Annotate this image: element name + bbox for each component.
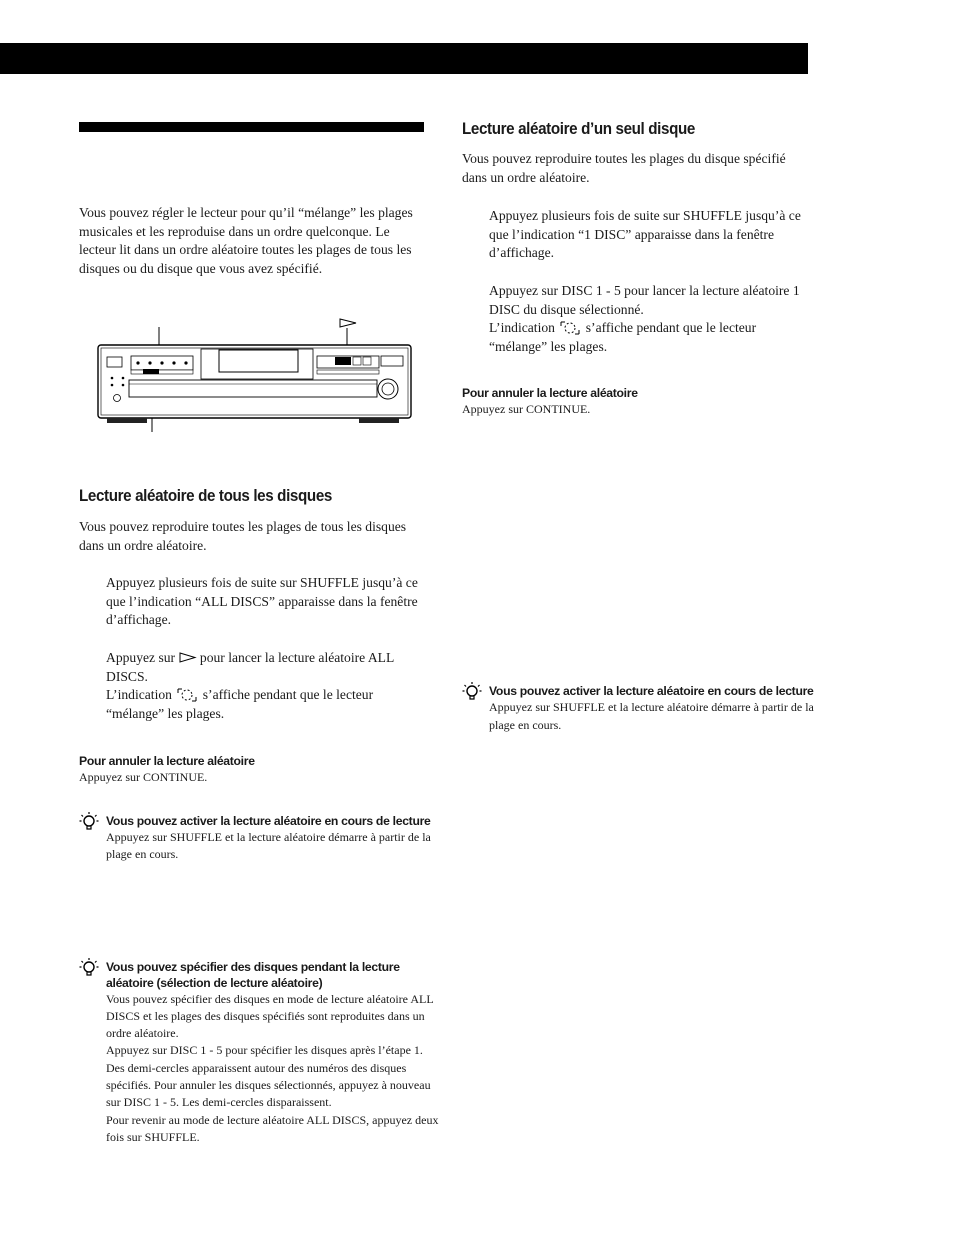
cancel-text-right: Appuyez sur CONTINUE. bbox=[462, 402, 591, 416]
tip-2-line-2: Appuyez sur DISC 1 - 5 pour spécifier les disques après l’étape 1. bbox=[106, 1043, 423, 1058]
shuffle-indicator-icon bbox=[558, 320, 582, 336]
tip-2-line-4: Pour revenir au mode de lecture aléatoire ALL DISCS, appuyez deux fois sur SHUFFLE. bbox=[106, 1112, 439, 1144]
step-2-all bbox=[106, 649, 424, 723]
step-2-text-c: L’indication bbox=[106, 687, 172, 703]
tip-1-heading: Vous pouvez activer la lecture aléatoire en cours de lecture bbox=[106, 814, 431, 828]
play-icon bbox=[179, 652, 197, 663]
all-discs-intro: Vous pouvez reproduire toutes les plages de tous les disques dans un ordre aléatoire. bbox=[79, 519, 407, 553]
shuffle-indicator-icon bbox=[175, 687, 199, 703]
step-1-one: Appuyez plusieurs fois de suite sur SHUFFLE jusqu’à ce que l’indication “1 DISC” apparaisse dans la fenêtre d’affichage. bbox=[489, 208, 801, 261]
intro-paragraph: Vous pouvez régler le lecteur pour qu’il “mélange” les plages musicales et les reproduise dans un ordre quelconque. Le lecteur lit dans un ordre aléatoire toutes les plages de tous les disques ou du disque que vous avez spécifié. bbox=[79, 205, 413, 276]
lightbulb-tip-icon bbox=[462, 681, 482, 701]
step-2-one-text-a: Appuyez sur DISC 1 - 5 pour lancer la lecture aléatoire 1 DISC du disque sélectionné. bbox=[489, 283, 800, 317]
step-1-all: Appuyez plusieurs fois de suite sur SHUFFLE jusqu’à ce que l’indication “ALL DISCS” apparaisse dans la fenêtre d’affichage. bbox=[106, 575, 418, 628]
cd-player-illustration bbox=[95, 312, 415, 434]
tip-2-left bbox=[79, 959, 446, 1147]
section-rule bbox=[79, 122, 424, 132]
step-2-one-text-d: s’affiche pendant que le lecteur “mélange” les plages. bbox=[489, 320, 757, 354]
tip-1-right-text: Appuyez sur SHUFFLE et la lecture aléatoire démarre à partir de la plage en cours. bbox=[489, 700, 814, 732]
tip-2-line-1: Vous pouvez spécifier des disques en mode de lecture aléatoire ALL DISCS et les plages des disques spécifiés sont reproduites dans un ordre aléatoire. bbox=[106, 991, 434, 1041]
cancel-heading-right: Pour annuler la lecture aléatoire bbox=[462, 386, 638, 400]
step-2-text-b: pour lancer la lecture aléatoire ALL DISCS. bbox=[106, 650, 394, 684]
step-2-one-text-c: L’indication bbox=[489, 320, 555, 336]
one-disc-intro: Vous pouvez reproduire toutes les plages du disque spécifié dans un ordre aléatoire. bbox=[462, 151, 786, 185]
header-bar bbox=[0, 43, 808, 74]
heading-all-discs: Lecture aléatoire de tous les disques bbox=[79, 487, 332, 505]
step-2-one bbox=[489, 282, 807, 356]
step-2-text-d: s’affiche pendant que le lecteur “mélange” les plages. bbox=[106, 687, 374, 721]
tip-1-text: Appuyez sur SHUFFLE et la lecture aléatoire démarre à partir de la plage en cours. bbox=[106, 830, 431, 862]
heading-one-disc: Lecture aléatoire d’un seul disque bbox=[462, 120, 695, 138]
tip-2-heading: Vous pouvez spécifier des disques pendant la lecture aléatoire (sélection de lecture aléatoire) bbox=[106, 959, 400, 990]
lightbulb-tip-icon bbox=[79, 811, 99, 831]
tip-1-left bbox=[79, 813, 446, 864]
tip-1-right bbox=[462, 683, 829, 734]
tip-1-right-heading: Vous pouvez activer la lecture aléatoire en cours de lecture bbox=[489, 684, 814, 699]
cancel-text-left: Appuyez sur CONTINUE. bbox=[79, 770, 208, 784]
step-2-text-a: Appuyez sur bbox=[106, 650, 176, 665]
tip-2-line-3: Des demi-cercles apparaissent autour des numéros des disques spécifiés. Pour annuler les disques sélectionnés, appuyez à nouveau sur DISC 1 - 5. Les demi-cercles disparaissent. bbox=[106, 1060, 431, 1110]
cancel-heading-left: Pour annuler la lecture aléatoire bbox=[79, 754, 255, 768]
lightbulb-tip-icon bbox=[79, 957, 99, 977]
